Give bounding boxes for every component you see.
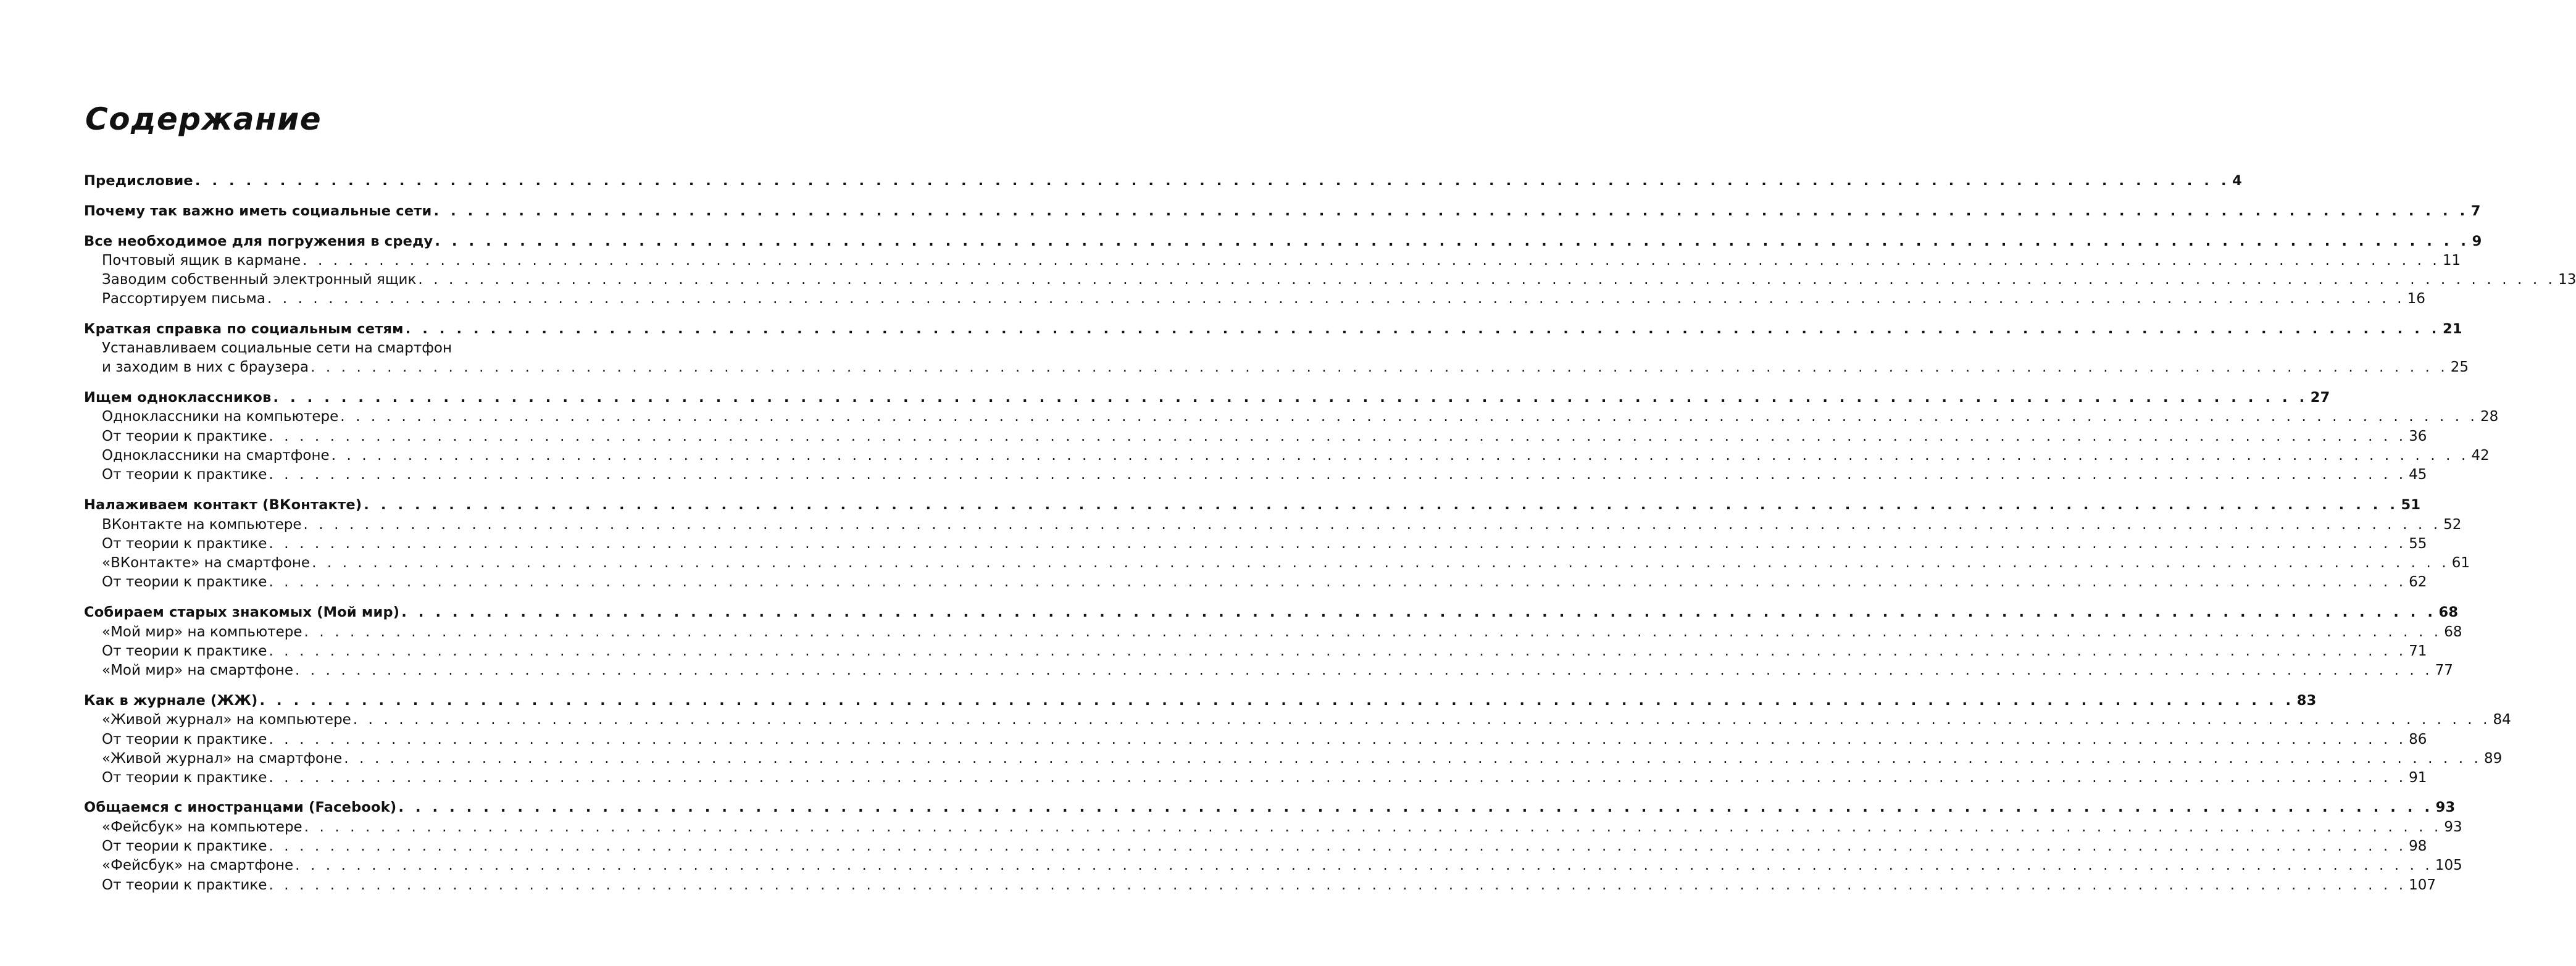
toc-entry-title: Одноклассники на компьютере	[102, 409, 339, 425]
toc-section-row[interactable]	[102, 856, 2462, 875]
toc-entry-title: От теории к практике	[102, 536, 267, 552]
toc-leader-dots: . . . . . . . . . . . . . . . . . . . . . . . . . . . . . . . . . . . . . . . . . . . . . . . . . . . . . . . . . . . . . . . . . . . . . . . . . . . . . . . . . . . . . . . . . . . . . . . . . . . . . . . . . . . . . . . . . . . . . . . . . . . . . . . . . . . . . . . . . . . .	[269, 838, 2407, 854]
toc-section-row[interactable]	[102, 730, 2427, 749]
toc-entry-title: и заходим в них с браузера	[102, 359, 309, 375]
toc-entry-title: ВКонтакте на компьютере	[102, 517, 302, 533]
toc-leader-dots: . . . . . . . . . . . . . . . . . . . . . . . . . . . . . . . . . . . . . . . . . . . . . . . . . . . . . . . . . . . . . . . . . . . . . . . . . . . . . . . . . . . . . . . . . . . . . . . . . . . . . . . . . . . . . . . . . . . . . . . . . . . . . . . . . . . . . . . . . . . .	[269, 467, 2407, 483]
toc-entry-title: От теории к практике	[102, 770, 267, 786]
toc-leader-dots: . . . . . . . . . . . . . . . . . . . . . . . . . . . . . . . . . . . . . . . . . . . . . . . . . . . . . . . . . . . . . . . . . . . . . . . . . . . . . . . . . . . . . . . . . . . . . . . . . . . . . . . . . . . . . . . . . . . . . . . . . . . . . . . . . . . . . . . . . . . .	[331, 448, 2469, 464]
page-title: Содержание	[85, 101, 322, 137]
toc-page-number: 68	[2444, 624, 2462, 640]
toc-entry-title: Устанавливаем социальные сети на смартфон	[102, 340, 452, 356]
toc-section-row[interactable]	[102, 407, 2499, 426]
toc-entry-title: От теории к практике	[102, 838, 267, 854]
toc-leader-dots: . . . . . . . . . . . . . . . . . . . . . . . . . . . . . . . . . . . . . . . . . . . . . . . . . . . . . . . . . . . . . . . . . . . . . . . . . . . . . . . . . . . . . . . . . . . . . . . . . . . . . . . . . . . . . . . . . . . . . . . . . . . . . . . . . . . . . . . . . . . .	[269, 770, 2407, 786]
toc-page-number: 9	[2472, 233, 2482, 249]
toc-section-row[interactable]	[102, 710, 2511, 729]
toc-section-row[interactable]	[102, 623, 2462, 641]
toc-chapter-row[interactable]	[84, 320, 2462, 338]
toc-entry-title: Почему так важно иметь социальные сети	[84, 203, 432, 219]
toc-page-number: 21	[2442, 321, 2462, 337]
toc-entry-title: Общаемся с иностранцами (Facebook)	[84, 799, 397, 815]
toc-leader-dots: . . . . . . . . . . . . . . . . . . . . . . . . . . . . . . . . . . . . . . . . . . . . . . . . . . . . . . . . . . . . . . . . . . . . . . . . . . . . . . . . . . . . . . . . . . . . . . . . . . . . . . . . . . . . . . . . . . . . . . . . . . . . . . . . . . . . . . . . . . . .	[269, 877, 2407, 893]
toc-section-row[interactable]	[102, 768, 2427, 787]
toc-entry-title: Как в журнале (ЖЖ)	[84, 693, 258, 709]
toc-leader-dots: . . . . . . . . . . . . . . . . . . . . . . . . . . . . . . . . . . . . . . . . . . . . . . . . . . . . . . . . . . . . . . . . . . . . . . . . . . . . . . . . . . . . . . . . . . . . . . . . . . . . . . . . . . . . . . . . . . . . . . . . . . . . . . . . . . . . . . . . . . . .	[312, 555, 2449, 571]
toc-leader-dots: . . . . . . . . . . . . . . . . . . . . . . . . . . . . . . . . . . . . . . . . . . . . . . . . . . . . . . . . . . . . . . . . . . . . . . . . . . . . . . . . . . . . . . . . . . . . . . . . . . . . . . . . . . . . . . . . . . . . . . . . . . . . . . . . . . . . . . . . . . . .	[302, 252, 2440, 269]
toc-entry-title: От теории к практике	[102, 428, 267, 444]
toc-leader-dots: . . . . . . . . . . . . . . . . . . . . . . . . . . . . . . . . . . . . . . . . . . . . . . . . . . . . . . . . . . . . . . . . . . . . . . . . . . . . . . . . . . . . . . . . . . . . . . . . . . . . . . . . . . . . . . . . . . . . . . . . . . . . . . . . . . . . . . . . . . . .	[340, 409, 2478, 425]
toc-leader-dots: . . . . . . . . . . . . . . . . . . . . . . . . . . . . . . . . . . . . . . . . . . . . . . . . . . . . . . . . . . . . . . . . . . . . . . . . . . . . . . . . . . . . . . . . . . . . . . . . . . . . . . . . . . . . . . . . . . . . . . . . . . . . . . . . . . . . . . . . . . . .	[352, 712, 2491, 728]
toc-chapter-row[interactable]	[84, 496, 2421, 514]
toc-leader-dots: . . . . . . . . . . . . . . . . . . . . . . . . . . . . . . . . . . . . . . . . . . . . . . . . . . . . . . . . . . . . . . . . . . . . . . . . . . . . . . . . . . . . . . . . . . . . . . . . . . . . . . . . . . . . . . . . . . . . . . . . . . . . . . . . . . . . . . . . . . . .	[304, 819, 2442, 835]
toc-section-row[interactable]	[102, 818, 2462, 836]
toc-entry-title: Ищем одноклассников	[84, 389, 272, 406]
toc-page-number: 61	[2451, 555, 2470, 571]
toc-entry-title: Заводим собственный электронный ящик	[102, 272, 417, 288]
toc-entry-title: Собираем старых знакомых (Мой мир)	[84, 604, 400, 620]
toc-page-number: 84	[2493, 712, 2511, 728]
toc-page-number: 86	[2409, 731, 2427, 747]
toc-entry-title: От теории к практике	[102, 467, 267, 483]
toc-entry-title: «Живой журнал» на компьютере	[102, 712, 351, 728]
toc-entry-title: «Фейсбук» на компьютере	[102, 819, 302, 835]
toc-leader-dots: . . . . . . . . . . . . . . . . . . . . . . . . . . . . . . . . . . . . . . . . . . . . . . . . . . . . . . . . . . . . . . . . . . . . . . . . . . . . . . . . . . . . . . . . . . . . . . . . . . . . . . . . . . . . . . . . . . . . . . . . . . . . . . . . . . . . . . . . . . . .	[269, 643, 2407, 659]
toc-page-number: 71	[2409, 643, 2427, 659]
toc-page-number: 77	[2435, 662, 2453, 678]
toc-section-row[interactable]	[102, 289, 2425, 308]
toc-leader-dots: . . . . . . . . . . . . . . . . . . . . . . . . . . . . . . . . . . . . . . . . . . . . . . . . . . . . . . . . . . . . . . . . . . . . . . . . . . . . . . . . . . . . . . . . . . . . . . . . . . . . . . . . . . . . . . . . . . . . . . . .	[398, 799, 2433, 815]
toc-section-row[interactable]	[102, 837, 2427, 856]
toc-chapter-row[interactable]	[84, 232, 2482, 251]
toc-entry-title: Рассортируем письма	[102, 291, 265, 307]
toc-page-number: 98	[2409, 838, 2427, 854]
toc-page-number: 68	[2438, 604, 2459, 620]
toc-entry-title: Все необходимое для погружения в среду	[84, 233, 433, 249]
toc-entry-title: От теории к практике	[102, 643, 267, 659]
toc-page-number: 83	[2296, 693, 2317, 709]
toc-leader-dots: . . . . . . . . . . . . . . . . . . . . . . . . . . . . . . . . . . . . . . . . . . . . . . . . . . . . . . . . . . . . . . . . . . . . . . . . . . . . . . . . . . . . . . . . . . . . . . . . . . . . . . . . . . . . . . . . . . . . . . . . . . . . . . . . . . . . . . . . . . . .	[269, 731, 2407, 747]
toc-section-row[interactable]	[102, 251, 2461, 270]
toc-chapter-row[interactable]	[84, 691, 2317, 710]
toc-leader-dots: . . . . . . . . . . . . . . . . . . . . . . . . . . . . . . . . . . . . . . . . . . . . . . . . . . . . . . . . . . . . . . . . . . . . . . . . . . . . . . . . . . . . . . . . . . . . . . . . . . . . . . . . . . . . . . . . . . . . . . . .	[435, 233, 2470, 249]
toc-chapter-row[interactable]	[84, 172, 2242, 190]
toc-leader-dots: . . . . . . . . . . . . . . . . . . . . . . . . . . . . . . . . . . . . . . . . . . . . . . . . . . . . . . . . . . . . . . . . . . . . . . . . . . . . . . . . . . . . . . . . . . . . . . . . . . . . . . . . . . . . . . . . . . . . . . . . . . . . . . . . . . . . . . . . . . . .	[269, 428, 2407, 444]
toc-leader-dots: . . . . . . . . . . . . . . . . . . . . . . . . . . . . . . . . . . . . . . . . . . . . . . . . . . . . . . . . . . . . . . . . . . . . . . . . . . . . . . . . . . . . . . . . . . . . . . . . . . . . . . . . . . . . . . . . . . . . . . . . . . . . . . . . . . . . . . . . . . . .	[267, 291, 2405, 307]
toc-chapter-row[interactable]	[84, 388, 2330, 407]
toc-page-number: 93	[2444, 819, 2462, 835]
toc-section-row[interactable]	[102, 876, 2436, 894]
toc-page-number: 7	[2470, 203, 2481, 219]
toc-leader-dots: . . . . . . . . . . . . . . . . . . . . . . . . . . . . . . . . . . . . . . . . . . . . . . . . . . . . . . . . . . . . . . . . . . . . . . . . . . . . . . . . . . . . . . . . . . . . . . . . . . . . . . . . . . . . . . . . . . . . . . . .	[401, 604, 2436, 620]
toc-page-number: 107	[2409, 877, 2436, 893]
toc-leader-dots: . . . . . . . . . . . . . . . . . . . . . . . . . . . . . . . . . . . . . . . . . . . . . . . . . . . . . . . . . . . . . . . . . . . . . . . . . . . . . . . . . . . . . . . . . . . . . . . . . . . . . . . . . . . . . . . . . . . . . . . . . . . . . . . . . . . . . . . . . . . .	[418, 272, 2556, 288]
toc-entry-title: «Мой мир» на смартфоне	[102, 662, 293, 678]
toc-section-row[interactable]	[102, 339, 670, 357]
toc-chapter-row[interactable]	[84, 798, 2456, 817]
toc-leader-dots: . . . . . . . . . . . . . . . . . . . . . . . . . . . . . . . . . . . . . . . . . . . . . . . . . . . . . . . . . . . . . . . . . . . . . . . . . . . . . . . . . . . . . . . . . . . . . . . . . . . . . . . . . . . . . . . . . . . . . . . . . . . . . . . . . . . . . . . . . . . .	[269, 574, 2407, 590]
toc-section-row[interactable]	[102, 427, 2427, 446]
toc-leader-dots: . . . . . . . . . . . . . . . . . . . . . . . . . . . . . . . . . . . . . . . . . . . . . . . . . . . . . . . . . . . . . . . . . . . . . . . . . . . . . . . . . . . . . . . . . . . . . . . . . . . . . . . . . . . . . . . . . . . . . . . . . . . . . . . . . . . . . . . . . . . .	[295, 857, 2433, 873]
toc-page-number: 36	[2409, 428, 2427, 444]
toc-page-number: 28	[2480, 409, 2499, 425]
toc-entry-title: От теории к практике	[102, 731, 267, 747]
toc-section-row[interactable]	[102, 535, 2427, 553]
toc-page-number: 51	[2401, 497, 2421, 513]
toc-page-number: 13	[2558, 272, 2576, 288]
toc-section-row[interactable]	[102, 661, 2453, 680]
toc-leader-dots: . . . . . . . . . . . . . . . . . . . . . . . . . . . . . . . . . . . . . . . . . . . . . . . . . . . . . . . . . . . . . . . . . . . . . . . . . . . . . . . . . . . . . . . . . . . . . . . . . . . . . . . . . . . . . . . . . . . . . . . .	[194, 173, 2230, 189]
toc-page-number: 16	[2407, 291, 2425, 307]
toc-page-number: 55	[2409, 536, 2427, 552]
toc-section-row[interactable]	[102, 554, 2470, 572]
toc-section-row[interactable]	[102, 642, 2427, 660]
toc-entry-title: «Живой журнал» на смартфоне	[102, 751, 343, 767]
toc-entry-title: От теории к практике	[102, 574, 267, 590]
toc-page-number: 25	[2450, 359, 2469, 375]
toc-page-number: 52	[2443, 517, 2462, 533]
toc-page-number: 105	[2435, 857, 2462, 873]
toc-section-row[interactable]	[102, 465, 2427, 484]
toc-leader-dots: . . . . . . . . . . . . . . . . . . . . . . . . . . . . . . . . . . . . . . . . . . . . . . . . . . . . . . . . . . . . . . . . . . . . . . . . . . . . . . . . . . . . . . . . . . . . . . . . . . . . . . . . . . . . . . . . . . . . . . . . . . . . . . . . . . . . . . . . . . . .	[269, 536, 2407, 552]
toc-page-number: 89	[2483, 751, 2503, 767]
toc-section-row[interactable]	[102, 515, 2462, 534]
toc-entry-title: «Фейсбук» на смартфоне	[102, 857, 294, 873]
toc-leader-dots: . . . . . . . . . . . . . . . . . . . . . . . . . . . . . . . . . . . . . . . . . . . . . . . . . . . . . . . . . . . . . . . . . . . . . . . . . . . . . . . . . . . . . . . . . . . . . . . . . . . . . . . . . . . . . . . . . . . . . . . . . . . . . . . . . . . . . . . . . . . .	[344, 751, 2482, 767]
toc-entry-title: «ВКонтакте» на смартфоне	[102, 555, 311, 571]
toc-page-number: 27	[2310, 389, 2330, 406]
toc-page-number: 45	[2409, 467, 2427, 483]
toc-section-row[interactable]	[102, 358, 2469, 377]
toc-entry-title: Налаживаем контакт (ВКонтакте)	[84, 497, 362, 513]
toc-leader-dots: . . . . . . . . . . . . . . . . . . . . . . . . . . . . . . . . . . . . . . . . . . . . . . . . . . . . . . . . . . . . . . . . . . . . . . . . . . . . . . . . . . . . . . . . . . . . . . . . . . . . . . . . . . . . . . . . . . . . . . . .	[433, 203, 2469, 219]
toc-leader-dots: . . . . . . . . . . . . . . . . . . . . . . . . . . . . . . . . . . . . . . . . . . . . . . . . . . . . . . . . . . . . . . . . . . . . . . . . . . . . . . . . . . . . . . . . . . . . . . . . . . . . . . . . . . . . . . . . . . . . . . . .	[364, 497, 2399, 513]
toc-page-number: 11	[2442, 252, 2461, 269]
toc-section-row[interactable]	[102, 749, 2503, 768]
toc-entry-title: Почтовый ящик в кармане	[102, 252, 301, 269]
toc-page-number: 91	[2409, 770, 2427, 786]
toc-leader-dots: . . . . . . . . . . . . . . . . . . . . . . . . . . . . . . . . . . . . . . . . . . . . . . . . . . . . . . . . . . . . . . . . . . . . . . . . . . . . . . . . . . . . . . . . . . . . . . . . . . . . . . . . . . . . . . . . . . . . . . . . . . . . . . . . . . . . . . . . . . . .	[304, 624, 2442, 640]
toc-entry-title: Предисловие	[84, 173, 193, 189]
toc-chapter-row[interactable]	[84, 202, 2481, 220]
toc-entry-title: Краткая справка по социальным сетям	[84, 321, 404, 337]
toc-leader-dots: . . . . . . . . . . . . . . . . . . . . . . . . . . . . . . . . . . . . . . . . . . . . . . . . . . . . . . . . . . . . . . . . . . . . . . . . . . . . . . . . . . . . . . . . . . . . . . . . . . . . . . . . . . . . . . . . . . . . . . . .	[273, 389, 2308, 406]
toc-chapter-row[interactable]	[84, 603, 2459, 622]
toc-leader-dots: . . . . . . . . . . . . . . . . . . . . . . . . . . . . . . . . . . . . . . . . . . . . . . . . . . . . . . . . . . . . . . . . . . . . . . . . . . . . . . . . . . . . . . . . . . . . . . . . . . . . . . . . . . . . . . . . . . . . . . . . . . . . . . . . . . . . . . . . . . . .	[311, 359, 2448, 375]
toc-entry-title: «Мой мир» на компьютере	[102, 624, 302, 640]
toc-page-number: 93	[2435, 799, 2456, 815]
toc-page-number: 42	[2471, 448, 2490, 464]
toc-leader-dots: . . . . . . . . . . . . . . . . . . . . . . . . . . . . . . . . . . . . . . . . . . . . . . . . . . . . . . . . . . . . . . . . . . . . . . . . . . . . . . . . . . . . . . . . . . . . . . . . . . . . . . . . . . . . . . . . . . . . . . . .	[405, 321, 2440, 337]
toc-section-row[interactable]	[102, 270, 2576, 289]
toc-entry-title: Одноклассники на смартфоне	[102, 448, 330, 464]
toc-entry-title: От теории к практике	[102, 877, 267, 893]
toc-page-number: 62	[2409, 574, 2427, 590]
toc-leader-dots: . . . . . . . . . . . . . . . . . . . . . . . . . . . . . . . . . . . . . . . . . . . . . . . . . . . . . . . . . . . . . . . . . . . . . . . . . . . . . . . . . . . . . . . . . . . . . . . . . . . . . . . . . . . . . . . . . . . . . . . .	[259, 693, 2295, 709]
toc-leader-dots: . . . . . . . . . . . . . . . . . . . . . . . . . . . . . . . . . . . . . . . . . . . . . . . . . . . . . . . . . . . . . . . . . . . . . . . . . . . . . . . . . . . . . . . . . . . . . . . . . . . . . . . . . . . . . . . . . . . . . . . . . . . . . . . . . . . . . . . . . . . .	[303, 517, 2441, 533]
toc-section-row[interactable]	[102, 446, 2490, 465]
toc-section-row[interactable]	[102, 573, 2427, 591]
toc-leader-dots: . . . . . . . . . . . . . . . . . . . . . . . . . . . . . . . . . . . . . . . . . . . . . . . . . . . . . . . . . . . . . . . . . . . . . . . . . . . . . . . . . . . . . . . . . . . . . . . . . . . . . . . . . . . . . . . . . . . . . . . . . . . . . . . . . . . . . . . . . . . .	[294, 662, 2433, 678]
toc-page-number: 4	[2232, 173, 2242, 189]
